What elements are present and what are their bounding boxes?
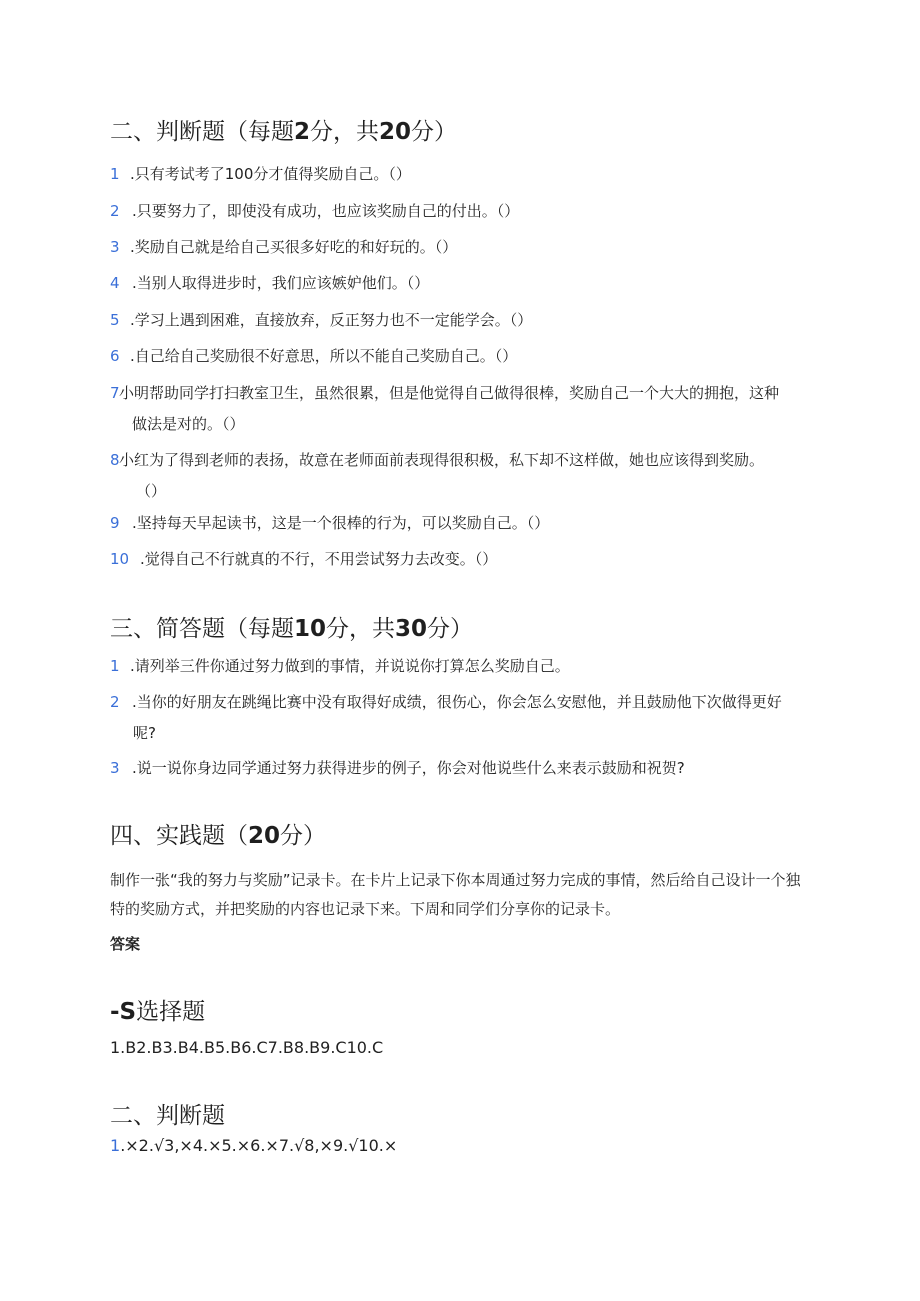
heading-part: 分，共 bbox=[326, 616, 396, 642]
short-question-1 bbox=[110, 652, 810, 680]
judge-question-8 bbox=[110, 446, 810, 474]
judge-question-1 bbox=[110, 160, 810, 188]
question-text: .学习上遇到困难，直接放弃，反正努力也不一定能学会。（） bbox=[130, 311, 533, 329]
heading-part: 分） bbox=[280, 823, 327, 849]
question-text: 小明帮助同学打扫教室卫生，虽然很累，但是他觉得自己做得很棒，奖励自己一个大大的拥抱，这种 bbox=[119, 384, 780, 402]
judge-question-2 bbox=[110, 197, 810, 225]
judge-section-heading bbox=[110, 113, 457, 146]
heading-part: 分） bbox=[427, 616, 474, 642]
answer-judge-heading: 二、判断题 bbox=[110, 1103, 225, 1129]
answer-choice-heading bbox=[110, 993, 205, 1026]
heading-part: 30 bbox=[395, 616, 428, 642]
heading-part: 三、简答题（每题 bbox=[110, 616, 294, 642]
question-text: .自己给自己奖励很不好意思，所以不能自己奖励自己。（） bbox=[130, 347, 518, 365]
question-number: 1 bbox=[110, 657, 120, 675]
question-number: 7 bbox=[110, 384, 120, 402]
question-text: .说一说你身边同学通过努力获得进步的例子，你会对他说些什么来表示鼓励和祝贺? bbox=[132, 759, 685, 777]
judge-question-4 bbox=[110, 269, 810, 297]
heading-part: 二、判断题（每题 bbox=[110, 119, 294, 145]
heading-part: 分） bbox=[411, 119, 458, 145]
answer-text: .×2.√3,×4.×5.×6.×7.√8,×9.√10.× bbox=[120, 1136, 398, 1155]
question-text: 小红为了得到老师的表扬，故意在老师面前表现得很积极，私下却不这样做，她也应该得到奖励。 bbox=[119, 451, 765, 469]
answer-judge-line bbox=[110, 1136, 397, 1155]
question-number: 2 bbox=[110, 693, 120, 711]
practice-section-heading bbox=[110, 817, 326, 850]
heading-part: 20 bbox=[379, 119, 412, 145]
heading-part: 20 bbox=[248, 823, 281, 849]
question-text: .奖励自己就是给自己买很多好吃的和好玩的。（） bbox=[130, 238, 458, 256]
heading-part: 分，共 bbox=[310, 119, 380, 145]
practice-body-text: 制作一张“我的努力与奖励”记录卡。在卡片上记录下你本周通过努力完成的事情，然后给自己设计一个独特的奖励方式，并把奖励的内容也记录下来。下周和同学们分享你的记录卡。 bbox=[110, 871, 801, 918]
question-number: 9 bbox=[110, 514, 120, 532]
question-text: .只要努力了，即使没有成功，也应该奖励自己的付出。（） bbox=[132, 202, 520, 220]
judge-question-3 bbox=[110, 233, 810, 261]
question-number: 3 bbox=[110, 759, 120, 777]
short-answer-section-heading bbox=[110, 610, 473, 643]
question-number: 6 bbox=[110, 347, 120, 365]
question-number: 2 bbox=[110, 202, 120, 220]
judge-question-10 bbox=[110, 545, 810, 573]
question-text: .当你的好朋友在跳绳比赛中没有取得好成绩，很伤心，你会怎么安慰他，并且鼓励他下次做得更好 bbox=[132, 693, 782, 711]
question-text: .当别人取得进步时，我们应该嫉妒他们。（） bbox=[132, 274, 430, 292]
question-number: 1 bbox=[110, 165, 120, 183]
question-text: .只有考试考了100分才值得奖励自己。（） bbox=[130, 165, 411, 183]
judge-question-9 bbox=[110, 509, 810, 537]
heading-part: 10 bbox=[294, 616, 327, 642]
heading-part: 四、实践题（ bbox=[110, 823, 248, 849]
heading-part: 选择题 bbox=[136, 999, 206, 1025]
question-number: 3 bbox=[110, 238, 120, 256]
question-text: .请列举三件你通过努力做到的事情，并说说你打算怎么奖励自己。 bbox=[130, 657, 570, 675]
question-number: 4 bbox=[110, 274, 120, 292]
short-question-3 bbox=[110, 754, 810, 782]
answers-label: 答案 bbox=[110, 935, 141, 953]
question-number: 5 bbox=[110, 311, 120, 329]
question-text: .坚持每天早起读书，这是一个很棒的行为，可以奖励自己。（） bbox=[132, 514, 550, 532]
answer-choice-line: 1.B2.B3.B4.B5.B6.C7.B8.B9.C10.C bbox=[110, 1038, 384, 1057]
question-number: 8 bbox=[110, 451, 120, 469]
answer-number: 1 bbox=[110, 1136, 121, 1155]
question-text: .觉得自己不行就真的不行，不用尝试努力去改变。（） bbox=[140, 550, 498, 568]
short-question-2 bbox=[110, 688, 810, 716]
judge-question-8-continuation: （） bbox=[136, 482, 167, 500]
judge-question-7 bbox=[110, 379, 810, 407]
judge-question-5 bbox=[110, 306, 810, 334]
heading-part: -S bbox=[110, 999, 137, 1025]
question-number: 10 bbox=[110, 550, 130, 568]
heading-part: 2 bbox=[294, 119, 311, 145]
short-question-2-continuation: 呢? bbox=[133, 724, 156, 742]
judge-question-6 bbox=[110, 342, 810, 370]
judge-question-7-continuation: 做法是对的。（） bbox=[132, 415, 245, 433]
